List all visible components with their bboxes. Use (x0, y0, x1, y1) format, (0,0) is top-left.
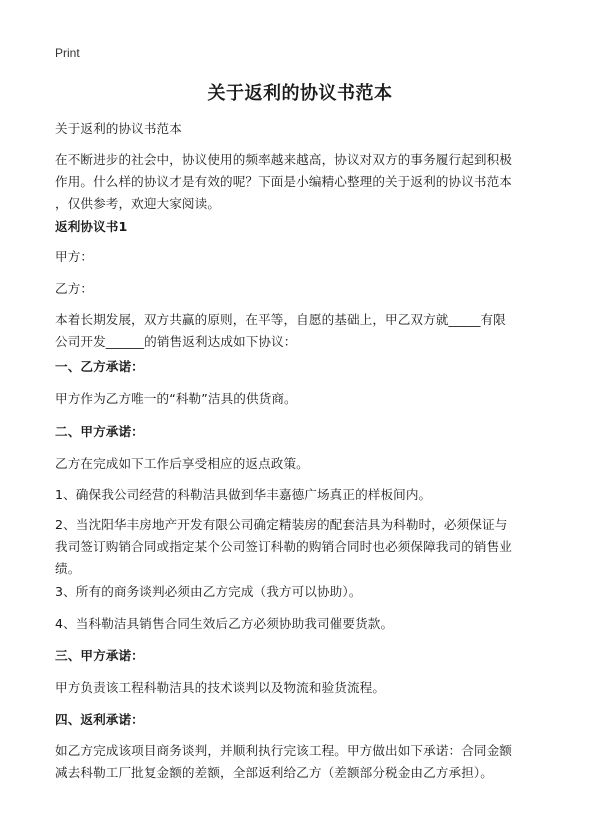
item-4: 4、当科勒洁具销售合同生效后乙方必须协助我司催要货款。 (55, 616, 394, 631)
print-label: Print (55, 46, 80, 60)
section4-line: 减去科勒工厂批复金额的差额，全部返利给乙方（差额部分税金由乙方承担）。 (55, 765, 493, 780)
section4-heading: 四、返利承诺： (55, 712, 144, 727)
preamble-line: 公司开发______的销售返利达成如下协议： (55, 334, 297, 349)
agreement-heading: 返利协议书1 (55, 219, 128, 234)
section4-text (55, 740, 547, 784)
section2-text: 乙方在完成如下工作后享受相应的返点政策。 (55, 456, 309, 471)
item-2-line: 2、当沈阳华丰房地产开发有限公司确定精装房的配套洁具为科勒时，必须保证与 (55, 517, 508, 532)
intro-line: 作用。什么样的协议才是有效的呢？下面是小编精心整理的关于返利的协议书范本 (55, 174, 512, 189)
section3-text: 甲方负责该工程科勒洁具的技术谈判以及物流和验货流程。 (55, 680, 386, 695)
item-3: 3、所有的商务谈判必须由乙方完成（我方可以协助）。 (55, 584, 362, 599)
section3-heading: 三、甲方承诺： (55, 648, 144, 663)
item-2-line: 我司签订购销合同或指定某个公司签订科勒的购销合同时也必须保障我司的销售业 (55, 539, 512, 554)
section4-line: 如乙方完成该项目商务谈判，并顺利执行完该工程。甲方做出如下承诺：合同金额 (55, 743, 512, 758)
item-2-line: 绩。 (55, 561, 81, 576)
intro-line: 在不断进步的社会中，协议使用的频率越来越高，协议对双方的事务履行起到积极 (55, 152, 512, 167)
intro-paragraph (55, 149, 547, 215)
preamble-paragraph (55, 309, 547, 353)
party-a-line: 甲方： (55, 249, 94, 264)
subtitle: 关于返利的协议书范本 (55, 121, 182, 136)
intro-line: ，仅供参考，欢迎大家阅读。 (55, 196, 221, 211)
item-1: 1、确保我公司经营的科勒洁具做到华丰嘉德广场真正的样板间内。 (55, 487, 432, 502)
party-b-line: 乙方： (55, 281, 94, 296)
preamble-line: 本着长期发展，双方共赢的原则，在平等，自愿的基础上，甲乙双方就_____有限 (55, 312, 506, 327)
section2-heading: 二、甲方承诺： (55, 424, 144, 439)
item-2 (55, 514, 547, 580)
document-title: 关于返利的协议书范本 (207, 83, 393, 104)
section1-heading: 一、乙方承诺： (55, 359, 144, 374)
section1-text: 甲方作为乙方唯一的“科勒”洁具的供货商。 (55, 391, 297, 406)
